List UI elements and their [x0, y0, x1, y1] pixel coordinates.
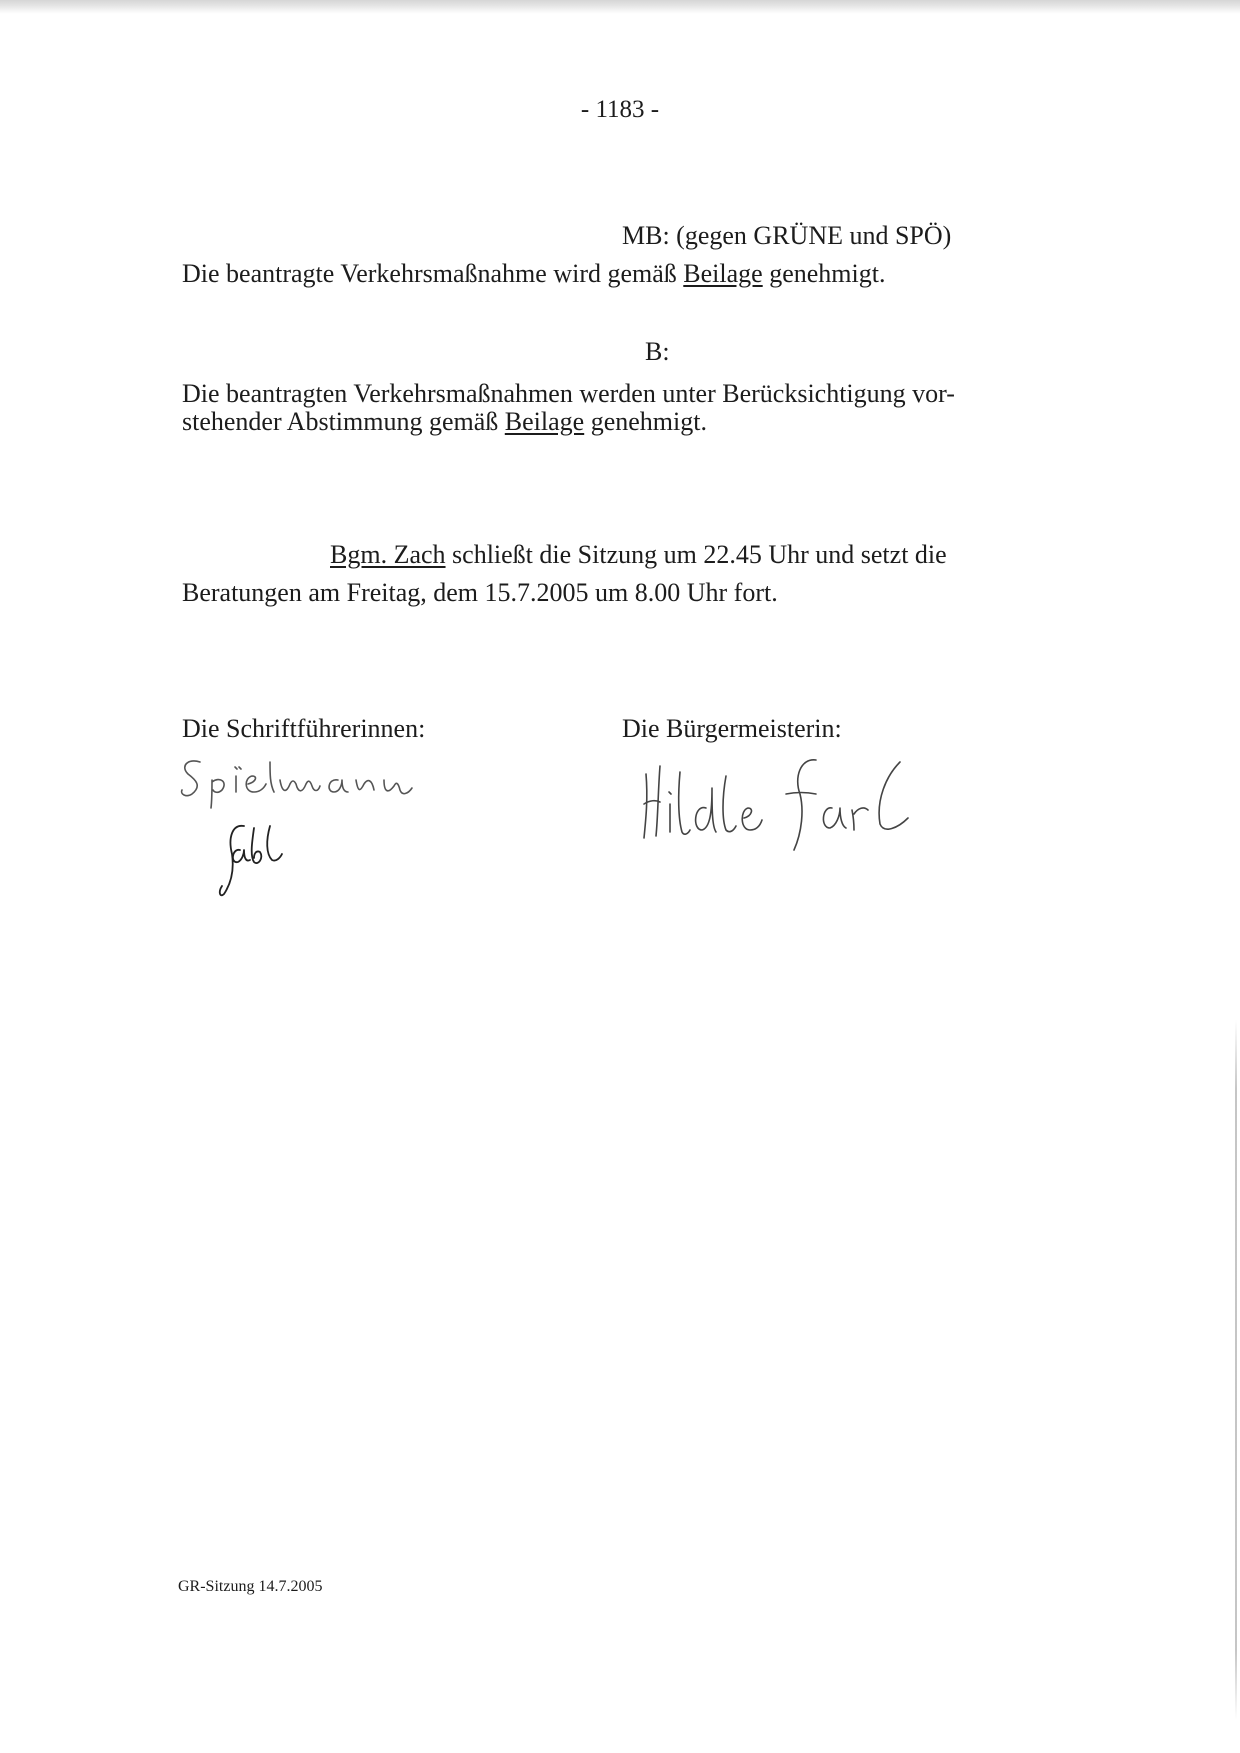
- closing-text-line2: Beratungen am Freitag, dem 15.7.2005 um 8.00 Uhr fort.: [182, 578, 778, 607]
- signature-spielmann: [178, 750, 438, 810]
- secretaries-label: Die Schriftführerinnen:: [182, 714, 426, 743]
- resolution-text-2-end: genehmigt.: [584, 407, 707, 436]
- resolution-text-1: [182, 260, 885, 288]
- resolution-text-1-start: Die beantragte Verkehrsmaßnahme wird gemäß: [182, 259, 684, 288]
- beilage-reference-1: Beilage: [683, 259, 763, 288]
- resolution-text-1-end: genehmigt.: [762, 259, 886, 288]
- document-footer: GR-Sitzung 14.7.2005: [178, 1578, 323, 1595]
- scan-right-edge: [1235, 1020, 1237, 1720]
- resolution-text-2-line2: [182, 408, 707, 436]
- mayor-name: Bgm. Zach: [330, 540, 446, 569]
- closing-text-line1-rest: schließt die Sitzung um 22.45 Uhr und setzt die: [445, 540, 947, 569]
- closing-text-line1: [330, 541, 947, 569]
- resolution-heading-mb: MB: (gegen GRÜNE und SPÖ): [622, 221, 952, 250]
- resolution-text-2-line1: Die beantragten Verkehrsmaßnahmen werden unter Berücksichtigung vor-: [182, 379, 955, 408]
- page-number: - 1183 -: [580, 96, 660, 123]
- signature-fabl: [210, 820, 290, 900]
- scan-top-edge: [0, 0, 1240, 14]
- resolution-text-2-start: stehender Abstimmung gemäß: [182, 407, 505, 436]
- beilage-reference-2: Beilage: [504, 407, 585, 436]
- resolution-heading-b: B:: [645, 337, 670, 366]
- mayor-label: Die Bürgermeisterin:: [622, 714, 842, 743]
- signature-mayor: [636, 748, 926, 858]
